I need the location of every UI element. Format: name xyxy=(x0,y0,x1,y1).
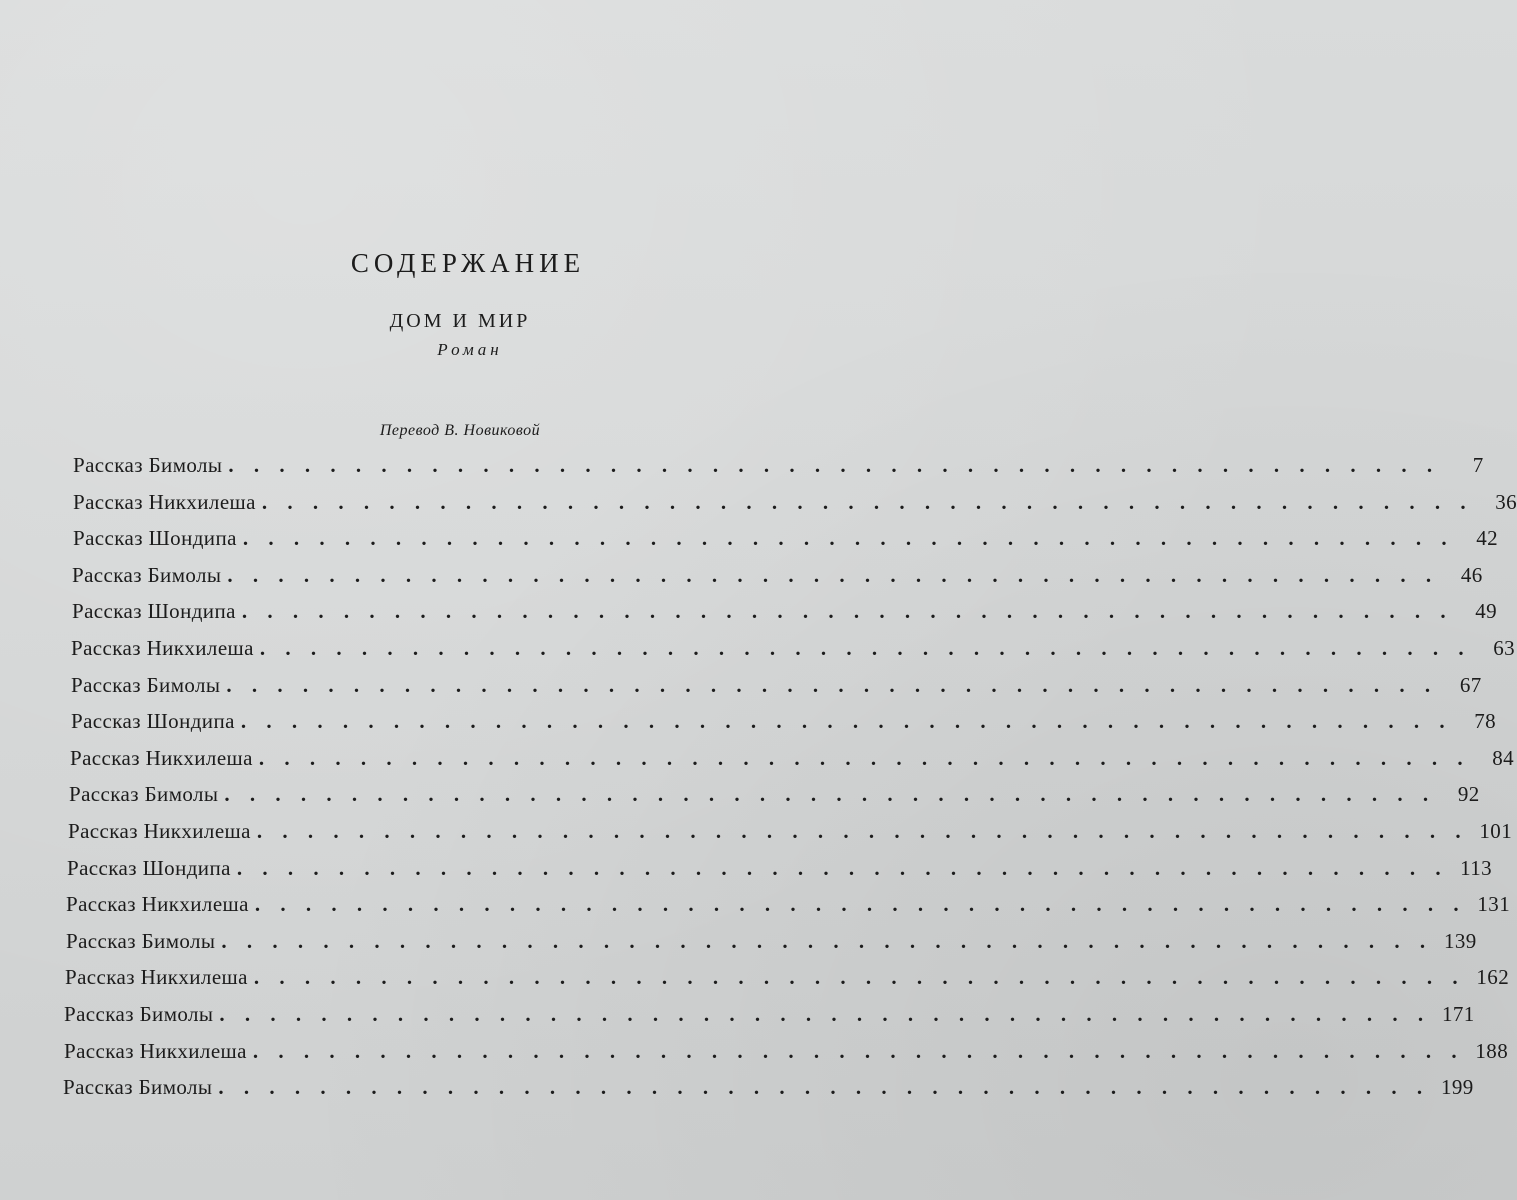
dot-leader: . . . . . . . . . . . . . . . . . . . . . . . . . . . . . . . . . . . . . . . . . . . . . . . . xyxy=(226,672,1438,697)
toc-entry xyxy=(67,850,1493,887)
dot-leader: . . . . . . . . . . . . . . . . . . . . . . . . . . . . . . . . . . . . . . . . . . . . . . . . xyxy=(254,892,1467,917)
toc-entry xyxy=(66,923,1477,960)
toc-entry-label: Рассказ Никхилеша xyxy=(68,818,251,843)
dot-leader: . . . . . . . . . . . . . . . . . . . . . . . . . . . . . . . . . . . . . . . . . . . . . . . . xyxy=(224,782,1436,807)
table-of-contents xyxy=(63,447,1517,1106)
dot-leader: . . . . . . . . . . . . . . . . . . . . . . . . . . . . . . . . . . . . . . . . . . . . . . . . xyxy=(227,562,1439,587)
toc-entry-label: Рассказ Шондипа xyxy=(73,526,237,551)
toc-entry-page-number: 113 xyxy=(1460,855,1493,880)
toc-entry-page-number: 101 xyxy=(1479,818,1513,843)
toc-entry-page-number: 36 xyxy=(1495,489,1517,514)
toc-entry-page-number: 139 xyxy=(1443,928,1477,953)
dot-leader: . . . . . . . . . . . . . . . . . . . . . . . . . . . . . . . . . . . . . . . . . . . . . . . . xyxy=(218,1075,1430,1100)
toc-entry-label: Рассказ Никхилеша xyxy=(70,745,253,770)
toc-entry-page-number: 131 xyxy=(1477,892,1511,917)
dot-leader: . . . . . . . . . . . . . . . . . . . . . . . . . . . . . . . . . . . . . . . . . . . . . . . . xyxy=(221,928,1433,953)
dot-leader: . . . . . . . . . . . . . . . . . . . . . . . . . . . . . . . . . . . . . . . . . . . . . . . . xyxy=(219,1001,1431,1026)
toc-entry-label: Рассказ Бимолы xyxy=(72,562,222,587)
toc-entry-label: Рассказ Бимолы xyxy=(64,1001,214,1026)
toc-entry xyxy=(71,703,1497,740)
toc-entry-label: Рассказ Шондипа xyxy=(71,709,235,734)
toc-entry xyxy=(63,1069,1474,1106)
toc-entry-label: Рассказ Бимолы xyxy=(63,1075,213,1100)
toc-entry xyxy=(72,557,1483,594)
translator-credit: Перевод В. Новиковой xyxy=(379,422,541,439)
toc-entry-page-number: 171 xyxy=(1441,1001,1475,1026)
toc-entry-label: Рассказ Никхилеша xyxy=(73,489,256,514)
dot-leader: . . . . . . . . . . . . . . . . . . . . . . . . . . . . . . . . . . . . . . . . . . . . . . . . xyxy=(252,1038,1465,1063)
work-genre: Роман xyxy=(437,340,503,359)
toc-entry xyxy=(64,1033,1509,1070)
toc-entry xyxy=(65,959,1510,996)
dot-leader: . . . . . . . . . . . . . . . . . . . . . . . . . . . . . . . . . . . . . . . . . . . . . . . . xyxy=(259,635,1472,660)
dot-leader: . . . . . . . . . . . . . . . . . . . . . . . . . . . . . . . . . . . . . . . . . . . . . . . . xyxy=(258,745,1471,770)
toc-entry-label: Рассказ Шондипа xyxy=(67,855,231,880)
toc-entry-page-number: 63 xyxy=(1493,635,1516,660)
toc-entry-label: Рассказ Бимолы xyxy=(69,782,219,807)
toc-entry-page-number: 46 xyxy=(1460,562,1483,587)
toc-entry xyxy=(64,996,1475,1033)
toc-entry xyxy=(73,447,1484,484)
toc-entry-page-number: 188 xyxy=(1475,1038,1509,1063)
toc-entry-page-number: 67 xyxy=(1459,672,1482,697)
dot-leader: . . . . . . . . . . . . . . . . . . . . . . . . . . . . . . . . . . . . . . . . . . . . . . . . xyxy=(236,855,1449,880)
dot-leader: . . . . . . . . . . . . . . . . . . . . . . . . . . . . . . . . . . . . . . . . . . . . . . . . xyxy=(253,965,1466,990)
work-title: ДОМ И МИР xyxy=(389,310,531,332)
toc-entry-page-number: 92 xyxy=(1457,782,1480,807)
dot-leader: . . . . . . . . . . . . . . . . . . . . . . . . . . . . . . . . . . . . . . . . . . . . . . . . xyxy=(242,526,1455,551)
toc-entry-label: Рассказ Бимолы xyxy=(66,928,216,953)
toc-entry xyxy=(73,520,1499,557)
toc-entry-page-number: 7 xyxy=(1472,453,1484,477)
toc-entry-label: Рассказ Никхилеша xyxy=(71,635,254,660)
toc-entry-page-number: 84 xyxy=(1492,745,1515,770)
toc-entry xyxy=(69,776,1480,813)
toc-entry-page-number: 162 xyxy=(1476,965,1510,990)
toc-entry-label: Рассказ Бимолы xyxy=(71,672,221,697)
toc-entry xyxy=(71,667,1482,704)
dot-leader: . . . . . . . . . . . . . . . . . . . . . . . . . . . . . . . . . . . . . . . . . . . . . . . . xyxy=(261,489,1474,514)
toc-entry-label: Рассказ Шондипа xyxy=(72,599,236,624)
toc-entry xyxy=(71,630,1516,667)
dot-leader: . . . . . . . . . . . . . . . . . . . . . . . . . . . . . . . . . . . . . . . . . . . . . . . . xyxy=(228,453,1440,477)
toc-entry-page-number: 199 xyxy=(1440,1075,1474,1100)
dot-leader: . . . . . . . . . . . . . . . . . . . . . . . . . . . . . . . . . . . . . . . . . . . . . . . . xyxy=(240,709,1453,734)
toc-entry xyxy=(72,593,1498,630)
toc-entry-label: Рассказ Никхилеша xyxy=(64,1038,247,1063)
toc-entry xyxy=(68,813,1513,850)
toc-entry-label: Рассказ Никхилеша xyxy=(65,965,248,990)
toc-entry xyxy=(66,886,1511,923)
toc-entry-label: Рассказ Бимолы xyxy=(73,453,223,477)
toc-entry-label: Рассказ Никхилеша xyxy=(66,892,249,917)
toc-entry xyxy=(73,484,1517,521)
dot-leader: . . . . . . . . . . . . . . . . . . . . . . . . . . . . . . . . . . . . . . . . . . . . . . . . xyxy=(241,599,1454,624)
toc-entry-page-number: 78 xyxy=(1474,709,1497,734)
dot-leader: . . . . . . . . . . . . . . . . . . . . . . . . . . . . . . . . . . . . . . . . . . . . . . . . xyxy=(256,818,1469,843)
toc-entry xyxy=(70,740,1515,777)
toc-entry-page-number: 49 xyxy=(1475,599,1498,624)
toc-entry-page-number: 42 xyxy=(1476,526,1499,551)
page-title: СОДЕРЖАНИЕ xyxy=(350,248,586,278)
